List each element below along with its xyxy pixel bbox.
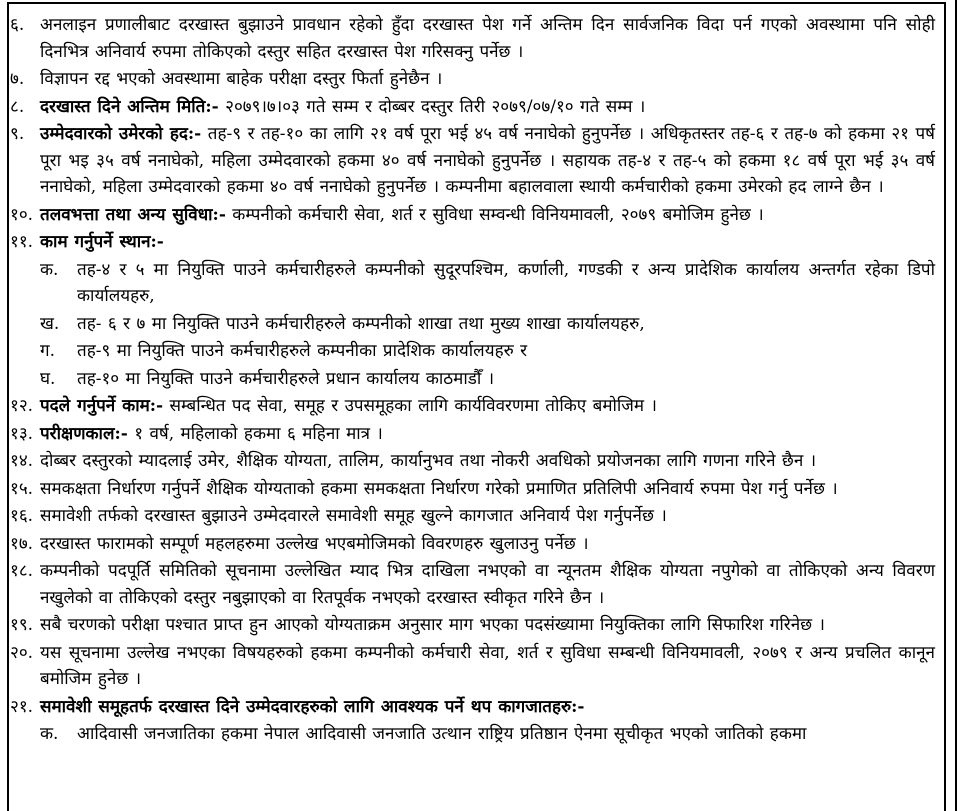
item-body-text: २०७९।७।०३ गते सम्म र दोब्बर दस्तुर तिरी २०७९/०७/१० गते सम्म । [225, 96, 646, 117]
item-body-text: समावेशी तर्फको दरखास्त बुझाउने उम्मेदवारले समावेशी समूह खुल्ने कागजात अनिवार्य पेश गर्नुपर्नेछ । [40, 506, 667, 526]
item-number: ११. [10, 232, 34, 252]
item-body-text: १ वर्ष, महिलाको हकमा ६ महिना मात्र । [134, 423, 383, 444]
subitem-letter: घ. [40, 368, 56, 389]
item-body-text: सबै चरणको परीक्षा पश्चात प्राप्त हुन आएको योग्यताक्रम अनुसार माग भएका पदसंख्यामा नियुक्तिका लागि सिफारिश गरिनेछ । [40, 615, 825, 635]
item-lead: परीक्षणकाल:- [40, 423, 128, 444]
subitem-letter: ग. [40, 341, 55, 361]
item-number: १३. [10, 423, 34, 444]
item-text [40, 202, 935, 229]
subitem-text: आदिवासी जनजातिका हकमा नेपाल आदिवासी जनजाति उत्थान राष्ट्रिय प्रतिष्ठान ऐनमा सूचीकृत भएको जातिको हकमा [77, 724, 807, 744]
subitem-letter: ख. [40, 313, 60, 334]
notice-item [10, 121, 935, 201]
page-right-edge-line [955, 0, 957, 811]
item-body-text: यस सूचनामा उल्लेख नभएका विषयहरुको हकमा कम्पनीको कर्मचारी सेवा, शर्त र सुविधा सम्बन्धी विनियमावली, २०७९ र अन्य प्रचलित कानून बमोजिम हुनेछ । [40, 642, 935, 689]
item-text [40, 476, 935, 503]
notice-item [10, 694, 935, 721]
subitem-letter: क. [40, 259, 59, 280]
item-text [40, 531, 935, 558]
item-text [40, 121, 935, 201]
item-body-text: दरखास्त फारामको सम्पूर्ण महलहरुमा उल्लेख भएबमोजिमको विवरणहरु खुलाउनु पर्नेछ । [40, 533, 589, 554]
notice-subitem [10, 338, 935, 365]
notice-item [10, 640, 935, 693]
item-number: १२. [10, 396, 34, 416]
item-text [40, 12, 935, 65]
notice-item [10, 421, 935, 448]
subitem-text: तह-१० मा नियुक्ति पाउने कर्मचारीहरुले प्रधान कार्यालय काठमाडौँ । [77, 368, 495, 389]
notice-item [10, 202, 935, 229]
notice-body [10, 12, 935, 748]
notice-item [10, 476, 935, 503]
item-body-text: विज्ञापन रद्द भएको अवस्थामा बाहेक परीक्षा दस्तुर फिर्ता हुनेछैन । [40, 69, 443, 89]
notice-item [10, 393, 935, 420]
item-number: १४. [10, 451, 34, 471]
item-lead: दरखास्त दिने अन्तिम मिति:- [40, 96, 219, 117]
item-text [40, 694, 935, 721]
notice-subitem [10, 366, 935, 393]
item-number: १७. [10, 533, 34, 554]
notice-item [10, 12, 935, 65]
item-text [40, 229, 935, 256]
subitem-text: तह- ६ र ७ मा नियुक्ति पाउने कर्मचारीहरुले कम्पनीको शाखा तथा मुख्य शाखा कार्यालयहरु, [77, 313, 645, 334]
item-text [40, 640, 935, 693]
item-body-text: अनलाइन प्रणालीबाट दरखास्त बुझाउने प्रावधान रहेको हुँदा दरखास्त पेश गर्ने अन्तिम दिन सार्वजनिक विदा पर्न गएको अवस्थामा पनि सोही दिनभित्र अनिवार्य रुपमा तोकिएको दस्तुर सहित दरखास्त पेश गरिसक्नु पर्नेछ । [40, 15, 935, 62]
item-body-text: तह-९ र तह-१० का लागि २१ वर्ष पूरा भई ४५ वर्ष ननाघेको हुनुपर्नेछ । अधिकृतस्तर तह-६ र तह-७ को हकमा २१ पर्ष पूरा भइ ३५ वर्ष ननाघेको, महिला उम्मेदवारको हकमा ४० वर्ष ननाघेको हुनुपर्नेछ । सहायक तह-४ र तह-५ को हकमा १८ वर्ष पूरा भई ३५ वर्ष ननाघेको, महिला उम्मेदवारको हकमा ४० वर्ष ननाघेको हुनुपर्नेछ । कम्पनीमा बहालवाला स्थायी कर्मचारीको हकमा उमेरको हद लाग्ने छैन । [40, 124, 936, 197]
item-number: ९. [10, 124, 25, 144]
notice-item [10, 558, 935, 611]
item-number: १८. [10, 561, 34, 581]
item-number: १५. [10, 478, 34, 499]
item-number: १९. [10, 615, 34, 635]
item-body-text: कम्पनीको पदपूर्ति समितिको सूचनामा उल्लेखित म्याद भित्र दाखिला नभएको वा न्यूनतम शैक्षिक योग्यता नपुगेको वा तोकिएको अन्य विवरण नखुलेको वा तोकिएको दस्तुर नबुझाएको वा रितपूर्वक नभएको दरखास्त स्वीकृत गरिने छैन । [40, 561, 935, 608]
notice-item [10, 66, 935, 93]
item-body-text: सम्बन्धित पद सेवा, समूह र उपसमूहका लागि कार्यविवरणमा तोकिए बमोजिम । [169, 396, 657, 416]
notice-subitem [10, 311, 935, 338]
item-text [40, 421, 935, 448]
notice-subitem [10, 721, 935, 748]
item-text [40, 94, 935, 121]
notice-subitem [10, 257, 935, 310]
item-number: ७. [10, 69, 25, 89]
notice-border-box [7, 2, 946, 811]
subitem-text: तह-४ र ५ मा नियुक्ति पाउने कर्मचारीहरुले कम्पनीको सुदूरपश्चिम, कर्णाली, गण्डकी र अन्य प्रादेशिक कार्यालय अन्तर्गत रहेका डिपो कार्यालयहरु, [77, 259, 935, 306]
item-text [40, 66, 935, 93]
subitem-text: तह-९ मा नियुक्ति पाउने कर्मचारीहरुले कम्पनीका प्रादेशिक कार्यालयहरु र [77, 341, 528, 361]
notice-item [10, 531, 935, 558]
notice-item [10, 229, 935, 256]
item-lead: समावेशी समूहतर्फ दरखास्त दिने उम्मेदवारहरुको लागि आवश्यक पर्ने थप कागजातहरु:- [40, 696, 585, 717]
item-body-text: कम्पनीको कर्मचारी सेवा, शर्त र सुविधा सम्वन्धी विनियमावली, २०७९ बमोजिम हुनेछ । [232, 204, 764, 225]
item-body-text: दोब्बर दस्तुरको म्यादलाई उमेर, शैक्षिक योग्यता, तालिम, कार्यानुभव तथा नोकरी अवधिको प्रयोजनका लागि गणना गरिने छैन । [40, 451, 817, 471]
item-text [40, 558, 935, 611]
notice-item [10, 612, 935, 639]
item-number: ६. [10, 15, 25, 35]
item-number: ८. [10, 96, 25, 117]
notice-item [10, 503, 935, 530]
item-number: १०. [10, 204, 34, 225]
notice-item [10, 448, 935, 475]
item-text [40, 393, 935, 420]
item-text [40, 448, 935, 475]
item-number: १६. [10, 506, 34, 526]
item-number: २०. [10, 642, 34, 663]
item-lead: तलवभत्ता तथा अन्य सुविधा:- [40, 204, 226, 225]
subitem-letter: क. [40, 724, 59, 744]
notice-item [10, 94, 935, 121]
item-lead: पदले गर्नुपर्ने काम:- [40, 396, 164, 416]
item-lead: काम गर्नुपर्ने स्थान:- [40, 232, 164, 252]
item-text [40, 503, 935, 530]
item-text [40, 612, 935, 639]
item-body-text: समकक्षता निर्धारण गर्नुपर्ने शैक्षिक योग्यताको हकमा समकक्षता निर्धारण गरेको प्रमाणित प्रतिलिपी अनिवार्य रुपमा पेश गर्नु पर्नेछ । [40, 478, 838, 499]
item-lead: उम्मेदवारको उमेरको हद:- [40, 124, 202, 144]
item-number: २१. [10, 696, 34, 717]
